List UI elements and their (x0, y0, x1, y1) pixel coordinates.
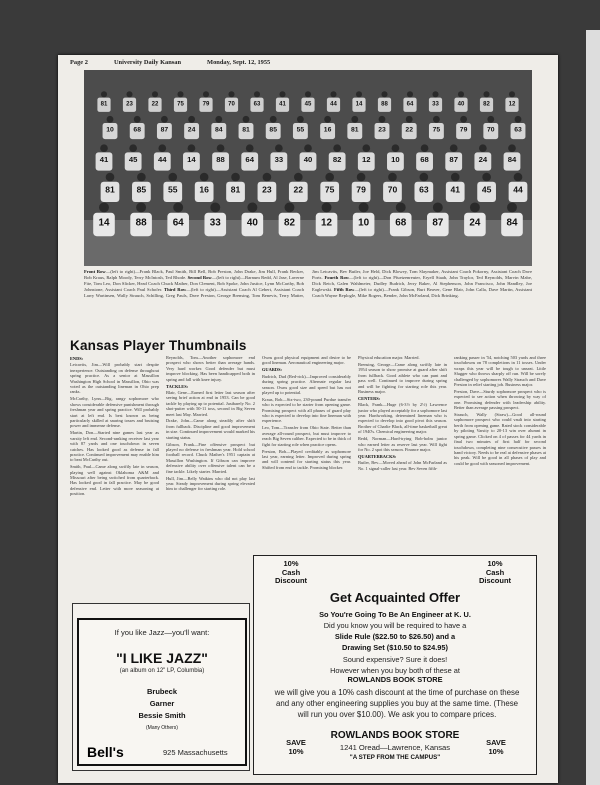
jersey-number: 79 (356, 184, 366, 195)
caption-second-text: —(left to right)—Barnum Redd, Al Jase, Laverne Fite, Tom Leo, Don Slicker, Head Coach Chuck Mather, Don Clement, Bob Spoke, John Justice, Lynn McCarthy, Bob Johnstone, Assistant Coach Paul Schofer. (84, 274, 305, 292)
jersey-number: 12 (362, 155, 371, 165)
jersey-number: 64 (245, 155, 254, 165)
jersey-number: 64 (406, 101, 414, 108)
bells-address: 925 Massachusetts (163, 748, 228, 757)
jersey-number: 75 (432, 126, 441, 134)
section-heading: CENTERS: (358, 395, 381, 401)
section-heading: TACKLES: (166, 383, 189, 389)
player-entry: ranking passer in '54, notching 503 yards and three touchdowns on 78 completions in 11 tosses. Under wraps this year will be tough to unseat. Little Slugger who throws sharply off run. Will be sorely challenged by sophomores Wally Strauch and Dave Preston in relief starting job. Business major. (454, 355, 546, 388)
ad-line-3: Slide Rule ($22.50 to $26.50) and a (334, 632, 456, 641)
paper-name: University Daily Kansan (113, 59, 182, 66)
jersey-number: 45 (128, 155, 138, 165)
jersey-number: 14 (187, 155, 196, 165)
masthead (70, 59, 546, 66)
jersey-number: 44 (330, 101, 337, 108)
jersey-number: 70 (228, 101, 235, 108)
save-badge-right (476, 738, 516, 756)
jersey-number: 85 (136, 184, 147, 195)
jersey-number: 41 (99, 155, 109, 165)
jersey-number: 79 (459, 126, 468, 134)
jersey-number: 23 (126, 101, 133, 108)
jersey-number: 22 (293, 184, 304, 195)
jersey-number: 68 (133, 126, 141, 134)
jersey-number: 12 (508, 101, 516, 108)
jersey-number: 45 (304, 101, 312, 108)
jersey-number: 40 (246, 217, 258, 229)
jersey-number: 87 (449, 155, 458, 165)
player-entry: Redd, Norman—Hard-trying Bob-holm junior who earned letter as reserve last year. Will fight for No. 2 spot this season. Finance major. (358, 436, 447, 452)
ad-headline: Get Acquainted Offer (329, 590, 461, 605)
jersey-number: 87 (432, 217, 444, 229)
jersey-number: 22 (405, 126, 413, 134)
player-entry: Reynolds, Tom—Another sophomore end prospect who shows better than average hands. Very hard worker. Good defender but must improve blocking. Has been handicapped both in spring and fall with knee injury. (166, 355, 255, 382)
save-percent: 10% (488, 747, 504, 756)
article-column-5 (454, 355, 546, 555)
player-entry: Hull, Jim—Belly Watkins who did not play last year. Steady improvement during spring elevated him to challenger for starting role. (166, 475, 255, 492)
jersey-number: 84 (215, 126, 223, 134)
jersey-number: 79 (202, 101, 210, 108)
caption-fifth-label: Fifth Row (334, 286, 355, 292)
player-entry: Physical education major. Married. (358, 355, 420, 360)
caption-second-label: Second Row (187, 274, 212, 280)
article-column-1 (70, 355, 159, 555)
save-word: SAVE (286, 738, 306, 747)
section-heading: ENDS: (70, 356, 84, 361)
jersey-number: 45 (481, 184, 492, 195)
jersey-number: 44 (158, 155, 167, 165)
adjacent-page-edge (586, 30, 600, 785)
jersey-number: 55 (167, 184, 178, 195)
jersey-number: 24 (469, 217, 481, 229)
save-badge-left (276, 738, 316, 756)
player-entry: Preston, Bob—Played creditably as sophomore last year, earning letter. Improved during spring and will contend for starting status this year. Shifted from end to tackle. Promising blocker. (262, 448, 351, 470)
discount-badge-left (266, 560, 316, 586)
jersey-number: 63 (514, 126, 522, 134)
save-word: SAVE (486, 738, 506, 747)
discount-percent: 10% (283, 559, 299, 568)
article-column-2 (166, 355, 255, 555)
jersey-number: 33 (209, 217, 221, 229)
jersey-number: 81 (105, 184, 115, 195)
section-heading: QUARTERBACKS: (358, 453, 397, 459)
article-column-4 (358, 355, 447, 555)
jersey-number: 81 (230, 184, 241, 195)
player-entry: Leo, Tom—Transfer from Ohio State. Better than average all-round prospect, but must improve to reach Big Seven caliber. Expected to be in thick of fight for starting role when practice opens. (262, 425, 351, 447)
jersey-number: 23 (378, 126, 386, 134)
caption-fifth-text: —(left to right)—Frank Gibson, Burt Beaver, Gene Blair, John Calla, Dave Martin, Assistant Coach Wayne Replogle, Mike Rogers, Bender, John McFarland, Dick Brinking. (312, 286, 533, 298)
player-entry: Letcavits, Jim—Will probably start despite inexperience. Outstanding on defense throughout spring practice. As a senior at Massillon Washington High School in Massillon, Ohio was voted as the outstanding lineman in Ohio prep ranks. (70, 362, 159, 395)
player-entry: Budrich, Dud (Red-rick)—Improved considerably during spring practice. Alternate regular last season. Owns good size and speed but has not played up to potential. (262, 373, 351, 395)
ad-line-7: ROWLANDS BOOK STORE (347, 675, 443, 684)
ad-line-2: Did you know you will be required to have a (323, 621, 467, 630)
jersey-number: 10 (358, 217, 370, 229)
jersey-number: 24 (478, 155, 488, 165)
jersey-number: 22 (151, 101, 159, 108)
bells-store-name: Bell's (87, 744, 124, 760)
discount-badge-right (470, 560, 520, 586)
player-entry: Black, Frank—Huge (6-3½ by 2½) Lawrence junior who played acceptably for a sophomore last year. Hardworking, determined lineman who is expected to develop into good pivot this season. Brother of Charlie Black, all-time basketball great of 1940's. Chemical engineering major. (358, 402, 447, 435)
artist-others: (Many Others) (146, 725, 178, 731)
ad-slogan: "A STEP FROM THE CAMPUS" (349, 754, 441, 761)
jersey-number: 63 (419, 184, 429, 195)
jersey-number: 70 (387, 184, 398, 195)
section-heading: GUARDS: (262, 367, 283, 373)
jersey-number: 64 (172, 217, 184, 229)
jersey-number: 75 (324, 184, 335, 195)
discount-label: Discount (478, 576, 512, 585)
jersey-number: 82 (283, 217, 295, 229)
jersey-number: 40 (457, 101, 465, 108)
team-photo-image (84, 70, 532, 266)
jersey-number: 55 (296, 126, 305, 134)
ad-store-address: 1241 Oread—Lawrence, Kansas (339, 743, 451, 752)
player-entry: Drake, John—Came along steadily after shift from fullback. Discipline and good improvement in size. Continued improvement would marked his starting status. (166, 418, 255, 440)
jersey-number: 84 (506, 217, 518, 229)
jersey-number: 40 (303, 155, 313, 165)
ad-line-5: Sound expensive? Sure it does! (342, 655, 448, 664)
article-columns (70, 355, 552, 555)
jersey-number: 16 (199, 184, 209, 195)
ad-line-6: However when you buy both of these at (330, 666, 460, 675)
jersey-number: 68 (420, 155, 429, 165)
discount-word: Cash (281, 567, 301, 577)
jersey-number: 10 (106, 126, 114, 134)
jersey-number: 24 (187, 126, 196, 134)
jazz-ad-artists (79, 686, 245, 734)
jersey-number: 88 (135, 217, 147, 229)
player-entry: Owns good physical equipment and desire to be good lineman. Aeronautical engineering major. (262, 355, 351, 366)
player-entry: Preston, Dave—Sturdy sophomore prospect who is expected to see action when throwing by way of one. Promising defender with leadership ability. Better than average passing prospect. (454, 388, 546, 411)
jersey-number: 81 (351, 126, 359, 134)
jersey-number: 75 (177, 101, 184, 108)
caption-third-text: —(left to right)—Assistant Coach Al Gebert, Assistant Coach Larry Wartinsen, Wally Strauch, Schilling, Greg Pauls, Dave Preston, George Brensing, Tom Benevis, Terry Matter, Jim Letcavits, Bev Butler, Joe Held, Dick Blowey, Tom Slaymaker, Assistant Coach Pokorny, Assistant Coach Dave Ports. (84, 269, 532, 298)
newspaper-page (58, 55, 558, 783)
jersey-number: 16 (323, 126, 332, 134)
jazz-ad-album: (an album on 12" LP, Columbia) (119, 668, 205, 674)
issue-date: Monday, Sept. 12, 1955 (207, 59, 271, 66)
discount-percent: 10% (487, 559, 503, 568)
discount-label: Discount (274, 576, 308, 585)
jersey-number: 82 (483, 101, 490, 108)
rowlands-book-store-ad (253, 555, 537, 775)
jersey-number: 81 (100, 101, 108, 108)
jersey-number: 14 (355, 101, 363, 108)
player-entry: Smith, Paul—Came along swiftly late in season, playing well against Oklahoma A&M and Missouri after being switched from quarterback. Has looked good in fall practice. May be good defensive end. Letter with more seasoning at position. (70, 464, 159, 497)
article-headline: Kansas Player Thumbnails (70, 338, 247, 353)
jersey-number: 88 (381, 101, 388, 108)
player-entry: Strauch, Wally (Straw)—Good all-round sophomore prospect who could vault into starting berth from opening game. Rated stock considerable by piloting Varsity to 20-13 win over alumni in spring game. Clicked on 4 of passes for 44 yards in final two minutes of first half for second touchdown, completing nine consecutive passes in hand victory. Needs to be real at defensive phases at his peak. Will be good in all phases of play and could be good with seasoned improvement. (454, 412, 546, 466)
ad-store-name: ROWLANDS BOOK STORE (330, 730, 460, 741)
jersey-number: 63 (253, 101, 261, 108)
player-entry: Gibson, Frank—Fine offensive prospect but played no defense in freshman year. Hold school football record. Chuck Mather's 1951 captain at Massillon Washington. If Gibson can improve defensive ability over offensive talent can be a fine tackle. Likely starter. Married. (166, 441, 255, 474)
page-number: Page 2 (70, 59, 88, 66)
jazz-album-ad (72, 603, 250, 771)
player-entry: Brensing, George—Came along swiftly late in 1954 season to show promise at guard after shift from fullback. Good athlete who can punt and pass well. Continued to improve during spring and will be fighting for starting role this year. Business major. (358, 361, 447, 394)
player-entry: McCarthy, Lynn—Big, rangy sophomore who shows considerable defensive punishment through freshman year and spring practice. Will probably start at left end. Is best known as being particularly skilled at snaring tosses and bruising power and immense defense. (70, 396, 159, 429)
player-entry: Kraus, Bob—Six-two, 230-pound Purdue transfer who is expected to be starter from opening game. Promising prospect with all phases of guard play who is expected to develop into fine lineman with experience. (262, 396, 351, 424)
jersey-number: 10 (391, 155, 400, 165)
caption-front-text: —(left to right)—Frank Black, Paul Smith, Bill Bell, Bob Preston, John Drake, Jim Hull, Frank Becker, Bob Kraus, Ralph Moody, Terry McIntosh, Ted Rhode. (84, 269, 304, 280)
caption-third-label: Third Row (164, 286, 187, 292)
artist-item: Bessie Smith (138, 711, 186, 720)
caption-fourth-label: Fourth Row (324, 274, 350, 280)
jersey-number: 82 (332, 155, 342, 165)
jersey-number: 44 (513, 184, 523, 195)
jersey-number: 23 (262, 184, 272, 195)
discount-word: Cash (485, 567, 505, 577)
article-column-3 (262, 355, 351, 555)
team-photo (84, 70, 532, 266)
jersey-number: 33 (432, 101, 439, 108)
jersey-number: 81 (242, 126, 250, 134)
jersey-number: 85 (269, 126, 277, 134)
ad-paragraph: we will give you a 10% cash discount at the time of purchase on these and any other engineering supplies you buy at the same time. (These will run you over $10.00). We ask you to compare prices. (274, 688, 520, 719)
caption-fourth-text: —(left to right)—Don Pfuetzenreuter, Eryell Staab, John Traylor, Ted Reynolds, Marvin Mabe, Dick Reich, Galen Wahlmeier, Dudley Budrich, Jerry Baker, Al Stephenson, John Francisco, John Handley, Joe Eaglewski. (312, 274, 533, 292)
ad-line-1: So You're Going To Be An Engineer at K. U. (319, 610, 471, 619)
photo-caption (84, 269, 532, 299)
artist-item: Brubeck (146, 687, 177, 696)
jersey-number: 12 (321, 217, 333, 229)
caption-front-label: Front Row (84, 269, 106, 274)
jersey-number: 68 (395, 217, 407, 229)
jersey-number: 87 (160, 126, 169, 134)
jersey-number: 70 (487, 126, 495, 134)
jazz-ad-frame (77, 618, 247, 766)
jazz-ad-title: "I LIKE JAZZ" (116, 650, 208, 666)
jersey-number: 88 (216, 155, 225, 165)
ad-line-4: Drawing Set ($10.50 to $24.95) (342, 643, 448, 652)
save-percent: 10% (288, 747, 304, 756)
jersey-number: 14 (98, 217, 110, 229)
jersey-number: 41 (450, 184, 461, 195)
player-entry: Butler, Bev—Moved ahead of John McFarland as No. 1 signal-caller last year. Bev Seven fifth- (358, 460, 447, 471)
artist-item: Garner (149, 699, 175, 708)
player-entry: Blair, Gene—Earned first letter last season after seeing brief action at end in 1953. Can be good tackle by playing up to potential. Justbarely No. 2 shot-putter with 50-11 toss, second in Big Seven meet last May. Married. (166, 389, 255, 417)
jersey-number: 33 (274, 155, 284, 165)
jersey-number: 84 (507, 155, 517, 165)
jersey-number: 41 (279, 101, 286, 108)
jazz-ad-intro: If you like Jazz—you'll want: (114, 628, 210, 637)
player-entry: Martin, Don—Started nine games last year as varsity left end. Second-ranking receiver last year with 87 yards and one touchdown in seven catches. Has looked good as defense in fall practice. Continued improvement may enable him to beat McCarthy out. (70, 430, 159, 463)
